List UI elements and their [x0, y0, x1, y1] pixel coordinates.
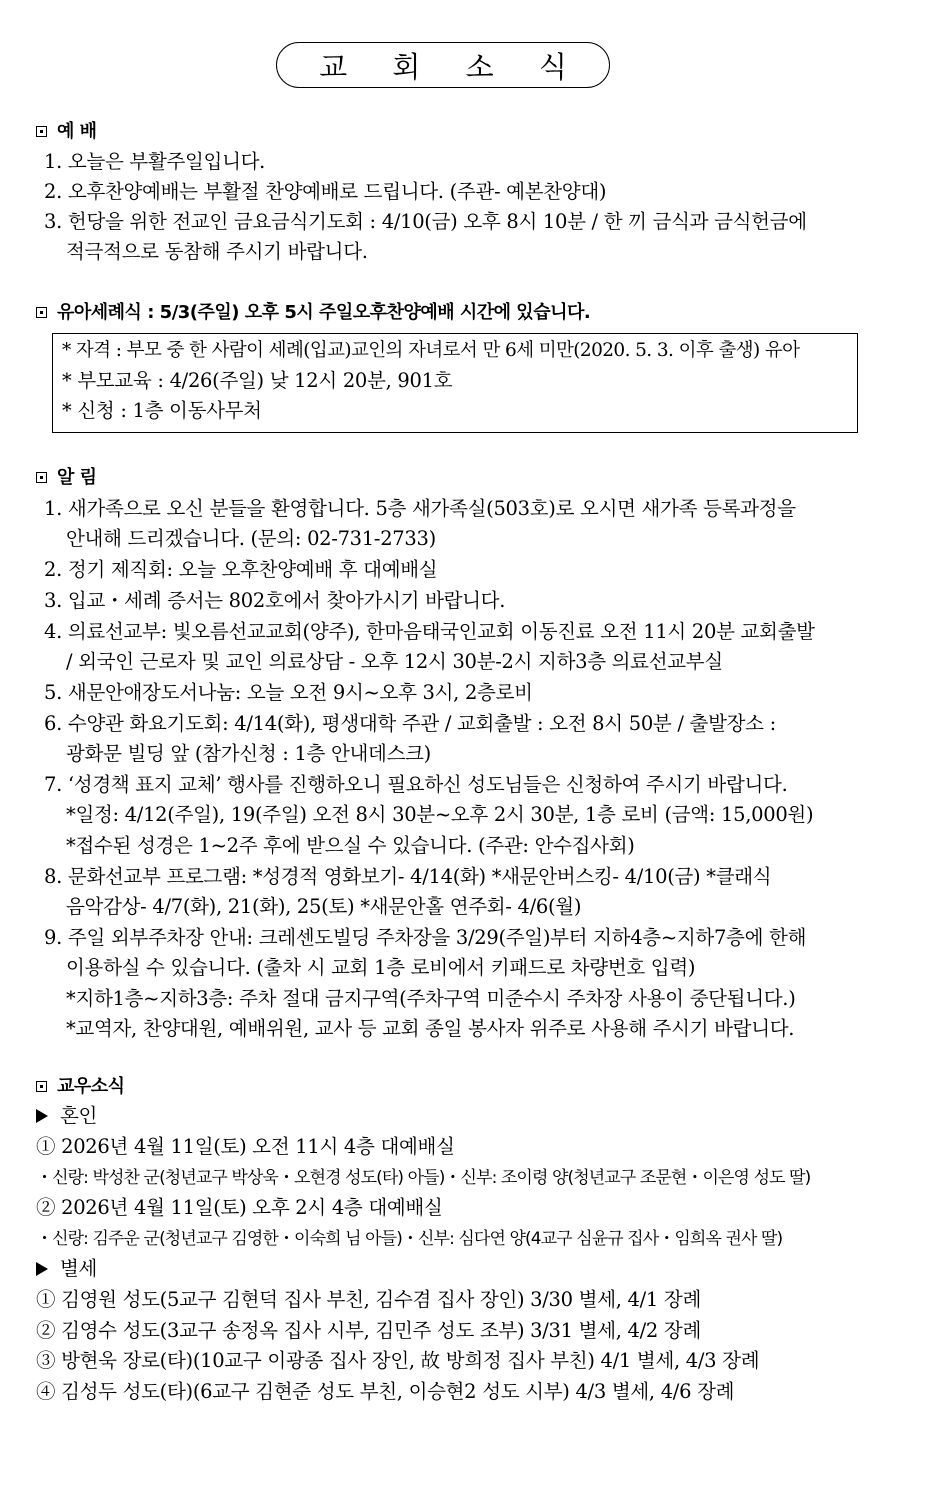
members-heading: 교우소식 [36, 1072, 125, 1102]
worship-item: 적극적으로 동참해 주시기 바랍니다. [66, 240, 368, 263]
notice-line: *접수된 성경은 1~2주 후에 받으실 수 있습니다. (주관: 안수집사회) [66, 834, 635, 857]
notice-line: 광화문 빌딩 앞 (참가신청 : 1층 안내데스크) [66, 742, 431, 765]
notice-line: 3. 입교・세례 증서는 802호에서 찾아가시기 바랍니다. [44, 589, 506, 612]
notice-line: / 외국인 근로자 및 교인 의료상담 - 오후 12시 30분-2시 지하3층 의료선교부실 [66, 650, 723, 673]
notices-heading: 알 림 [36, 463, 97, 493]
worship-heading: 예 배 [36, 117, 97, 147]
wedding-date: ① 2026년 4월 11일(토) 오전 11시 4층 대예배실 [36, 1135, 455, 1158]
square-bullet-icon [36, 472, 47, 483]
wedding-label: 혼인 [36, 1101, 97, 1131]
triangle-bullet-icon [36, 1262, 48, 1276]
notice-line: 6. 수양관 화요기도회: 4/14(화), 평생대학 주관 / 교회출발 : 오전 8시 50분 / 출발장소 : [44, 712, 776, 735]
notice-line: *지하1층~지하3층: 주차 절대 금지구역(주차구역 미준수시 주차장 사용이 중단됩니다.) [66, 987, 796, 1010]
notice-line: 음악감상- 4/7(화), 21(화), 25(토) *새문안홀 연주회- 4/6(월) [66, 895, 582, 918]
baptism-line: * 신청 : 1층 이동사무처 [62, 399, 262, 422]
notice-line: 8. 문화선교부 프로그램: *성경적 영화보기- 4/14(화) *새문안버스킹- 4/10(금) *클래식 [44, 865, 772, 888]
notice-line: 1. 새가족으로 오신 분들을 환영합니다. 5층 새가족실(503호)로 오시면 새가족 등록과정을 [44, 497, 796, 520]
worship-item: 2. 오후찬양예배는 부활절 찬양예배로 드립니다. (주관- 예본찬양대) [44, 180, 607, 203]
page-title: 교 회 소 식 [319, 49, 585, 84]
notice-line: 5. 새문안애장도서나눔: 오늘 오전 9시~오후 3시, 2층로비 [44, 681, 533, 704]
wedding-detail: ・신랑: 김주운 군(청년교구 김영한・이숙희 님 아들)・신부: 심다연 양(4교구 심윤규 집사・임희옥 권사 딸) [36, 1229, 783, 1249]
notice-line: *일정: 4/12(주일), 19(주일) 오전 8시 30분~오후 2시 30분, 1층 로비 (금액: 15,000원) [66, 803, 814, 826]
square-bullet-icon [36, 126, 47, 137]
square-bullet-icon [36, 307, 47, 318]
triangle-bullet-icon [36, 1109, 48, 1123]
title-box [276, 42, 610, 88]
death-item: ① 김영원 성도(5교구 김현덕 집사 부친, 김수겸 집사 장인) 3/30 별세, 4/1 장례 [36, 1288, 701, 1311]
baptism-line: * 부모교육 : 4/26(주일) 낮 12시 20분, 901호 [62, 369, 453, 392]
notice-line: 2. 정기 제직회: 오늘 오후찬양예배 후 대예배실 [44, 558, 438, 581]
notice-line: 9. 주일 외부주차장 안내: 크레센도빌딩 주차장을 3/29(주일)부터 지하4층~지하7층에 한해 [44, 926, 807, 949]
wedding-detail: ・신랑: 박성찬 군(청년교구 박상욱・오현경 성도(타) 아들)・신부: 조이령 양(청년교구 조문현・이은영 성도 딸) [36, 1168, 811, 1188]
notice-line: *교역자, 찬양대원, 예배위원, 교사 등 교회 종일 봉사자 위주로 사용해 주시기 바랍니다. [66, 1017, 795, 1040]
notice-line: 이용하실 수 있습니다. (출차 시 교회 1층 로비에서 키패드로 차량번호 입력) [66, 956, 696, 979]
baptism-heading: 유아세례식 : 5/3(주일) 오후 5시 주일오후찬양예배 시간에 있습니다. [36, 298, 590, 328]
death-label: 별세 [36, 1254, 97, 1284]
death-item: ② 김영수 성도(3교구 송정옥 집사 시부, 김민주 성도 조부) 3/31 별세, 4/2 장례 [36, 1319, 701, 1342]
baptism-line: * 자격 : 부모 중 한 사람이 세례(입교)교인의 자녀로서 만 6세 미만(2020. 5. 3. 이후 출생) 유아 [62, 340, 800, 361]
worship-item: 1. 오늘은 부활주일입니다. [44, 150, 266, 173]
square-bullet-icon [36, 1081, 47, 1092]
death-item: ③ 방현욱 장로(타)(10교구 이광종 집사 장인, 故 방희정 집사 부친) 4/1 별세, 4/3 장례 [36, 1349, 760, 1372]
notice-line: 4. 의료선교부: 빛오름선교교회(양주), 한마음태국인교회 이동진료 오전 11시 20분 교회출발 [44, 620, 815, 643]
notice-line: 안내해 드리겠습니다. (문의: 02-731-2733) [66, 527, 436, 550]
notice-line: 7. ‘성경책 표지 교체’ 행사를 진행하오니 필요하신 성도님들은 신청하여 주시기 바랍니다. [44, 773, 788, 796]
wedding-date: ② 2026년 4월 11일(토) 오후 2시 4층 대예배실 [36, 1196, 443, 1219]
death-item: ④ 김성두 성도(타)(6교구 김현준 성도 부친, 이승현2 성도 시부) 4/3 별세, 4/6 장례 [36, 1380, 735, 1403]
worship-item: 3. 헌당을 위한 전교인 금요금식기도회 : 4/10(금) 오후 8시 10분 / 한 끼 금식과 금식헌금에 [44, 210, 807, 233]
